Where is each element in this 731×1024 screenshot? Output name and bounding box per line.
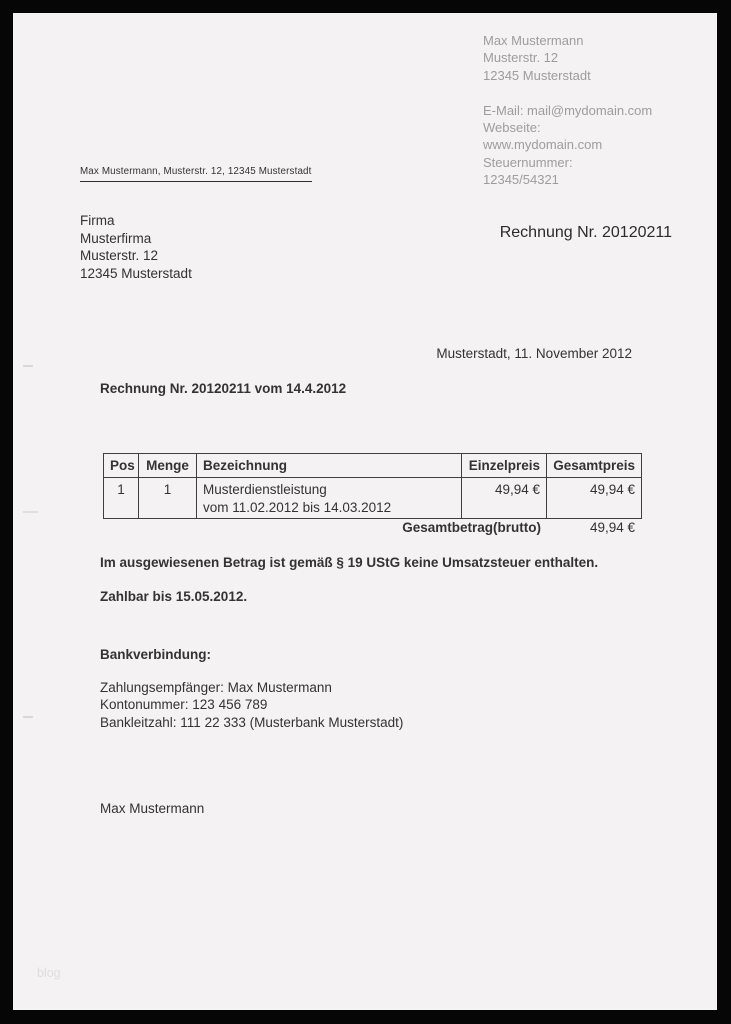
bank-payee-line: Zahlungsempfänger: Max Mustermann: [100, 680, 332, 695]
sender-website-url: www.mydomain.com: [483, 137, 603, 153]
sender-taxnumber-label: Steuernummer:: [483, 154, 573, 170]
invoice-items-table: [103, 453, 642, 519]
recipient-line: Firma: [80, 213, 115, 228]
bank-details-block: [100, 679, 403, 731]
recipient-line: 12345 Musterstadt: [80, 265, 192, 281]
sender-name: Max Mustermann: [483, 33, 584, 48]
column-header-bezeichnung: Bezeichnung: [197, 454, 462, 478]
column-header-einzelpreis: Einzelpreis: [462, 454, 547, 478]
fold-mark-center: [23, 511, 38, 513]
place-date-line: Musterstadt, 11. November 2012: [436, 346, 632, 361]
sender-street: Musterstr. 12: [483, 50, 559, 66]
table-row: [104, 478, 642, 519]
item-description: [197, 478, 462, 519]
sender-website-label: Webseite:: [483, 120, 541, 136]
return-address-line: Max Mustermann, Musterstr. 12, 12345 Musterstadt: [80, 166, 312, 182]
grand-total-value: 49,94 €: [589, 520, 635, 535]
sender-city: 12345 Musterstadt: [483, 67, 591, 83]
item-total-price: 49,94 €: [547, 478, 642, 519]
item-description-line1: Musterdienstleistung: [203, 482, 327, 497]
item-quantity: 1: [139, 478, 197, 519]
bank-code-line: Bankleitzahl: 111 22 333 (Musterbank Musterstadt): [100, 714, 404, 730]
sender-taxnumber-value: 12345/54321: [483, 172, 559, 188]
grand-total-label: Gesamtbetrag(brutto): [402, 520, 541, 535]
fold-mark-top: [23, 365, 33, 367]
column-header-menge: Menge: [139, 454, 197, 478]
recipient-line: Musterfirma: [80, 230, 152, 246]
grand-total-row: [103, 520, 641, 535]
sender-email: E-Mail: mail@mydomain.com: [483, 102, 653, 118]
bank-account-line: Kontonummer: 123 456 789: [100, 697, 268, 713]
signature-name: Max Mustermann: [100, 801, 205, 816]
recipient-line: Musterstr. 12: [80, 248, 159, 264]
watermark-text: blog: [37, 966, 61, 980]
invoice-subject-line: Rechnung Nr. 20120211 vom 14.4.2012: [100, 381, 347, 396]
item-pos: 1: [104, 478, 139, 519]
sender-contact-block: [483, 32, 708, 189]
tax-exemption-note: Im ausgewiesenen Betrag ist gemäß § 19 UStG keine Umsatzsteuer enthalten.: [100, 555, 599, 570]
column-header-pos: Pos: [104, 454, 139, 478]
item-unit-price: 49,94 €: [462, 478, 547, 519]
table-header-row: [104, 454, 642, 478]
fold-mark-bottom: [23, 716, 33, 718]
bank-details-heading: Bankverbindung:: [100, 647, 212, 662]
recipient-address-block: [80, 212, 192, 282]
payment-due-note: Zahlbar bis 15.05.2012.: [100, 589, 248, 604]
sender-spacer: [483, 84, 708, 101]
item-description-line2: vom 11.02.2012 bis 14.03.2012: [203, 499, 392, 515]
invoice-number-title: Rechnung Nr. 20120211: [499, 224, 672, 241]
column-header-gesamtpreis: Gesamtpreis: [547, 454, 642, 478]
